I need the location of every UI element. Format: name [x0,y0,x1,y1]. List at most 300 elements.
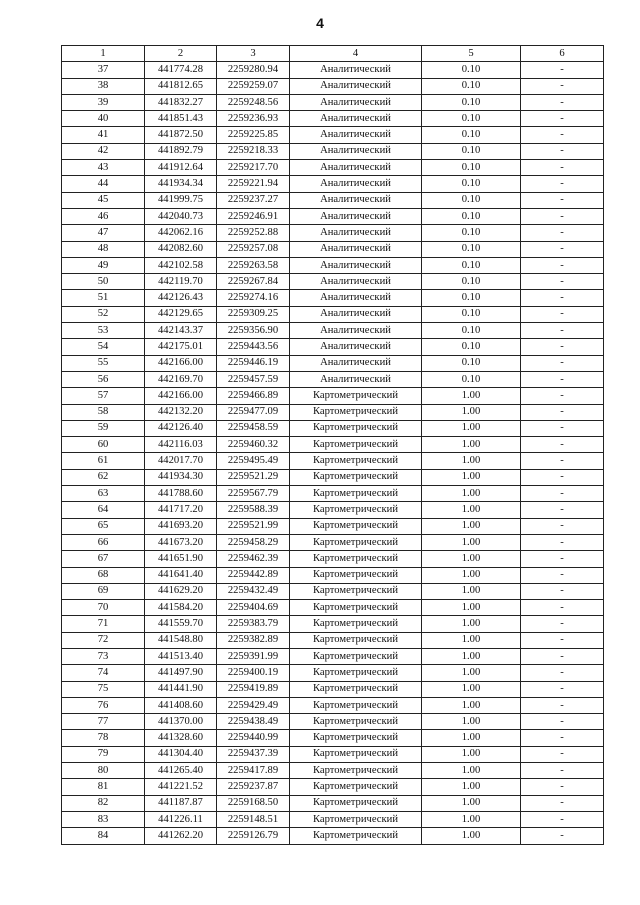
method-cell: Картометрический [290,632,422,648]
accuracy-cell: 1.00 [422,681,521,697]
x-coordinate-cell: 441262.20 [145,828,217,844]
table-row [62,78,604,94]
x-coordinate-cell: 441912.64 [145,160,217,176]
point-number-cell: 61 [62,453,145,469]
method-cell: Картометрический [290,420,422,436]
table-row [62,763,604,779]
table-row [62,502,604,518]
table-row [62,208,604,224]
table-row [62,779,604,795]
accuracy-cell: 1.00 [422,583,521,599]
note-cell: - [521,371,604,387]
method-cell: Аналитический [290,111,422,127]
y-coordinate-cell: 2259458.59 [217,420,290,436]
column-header: 1 [62,46,145,62]
accuracy-cell: 0.10 [422,143,521,159]
table-row [62,469,604,485]
method-cell: Картометрический [290,763,422,779]
table-row [62,257,604,273]
x-coordinate-cell: 441788.60 [145,486,217,502]
accuracy-cell: 1.00 [422,779,521,795]
y-coordinate-cell: 2259356.90 [217,323,290,339]
y-coordinate-cell: 2259237.27 [217,192,290,208]
x-coordinate-cell: 442129.65 [145,306,217,322]
table-row [62,551,604,567]
note-cell: - [521,714,604,730]
accuracy-cell: 1.00 [422,534,521,550]
note-cell: - [521,323,604,339]
accuracy-cell: 1.00 [422,746,521,762]
table-row [62,648,604,664]
point-number-cell: 46 [62,208,145,224]
table-row [62,306,604,322]
point-number-cell: 81 [62,779,145,795]
note-cell: - [521,746,604,762]
y-coordinate-cell: 2259419.89 [217,681,290,697]
accuracy-cell: 1.00 [422,697,521,713]
accuracy-cell: 1.00 [422,714,521,730]
note-cell: - [521,632,604,648]
accuracy-cell: 1.00 [422,616,521,632]
accuracy-cell: 0.10 [422,355,521,371]
y-coordinate-cell: 2259429.49 [217,697,290,713]
column-header: 6 [521,46,604,62]
table-row [62,420,604,436]
point-number-cell: 59 [62,420,145,436]
x-coordinate-cell: 442102.58 [145,257,217,273]
point-number-cell: 84 [62,828,145,844]
point-number-cell: 47 [62,225,145,241]
table-row [62,160,604,176]
y-coordinate-cell: 2259440.99 [217,730,290,746]
y-coordinate-cell: 2259236.93 [217,111,290,127]
column-header: 4 [290,46,422,62]
x-coordinate-cell: 441221.52 [145,779,217,795]
y-coordinate-cell: 2259382.89 [217,632,290,648]
point-number-cell: 56 [62,371,145,387]
table-row [62,567,604,583]
x-coordinate-cell: 441934.30 [145,469,217,485]
method-cell: Аналитический [290,371,422,387]
table-row [62,323,604,339]
table-row [62,355,604,371]
x-coordinate-cell: 442119.70 [145,274,217,290]
x-coordinate-cell: 441408.60 [145,697,217,713]
table-row [62,111,604,127]
y-coordinate-cell: 2259588.39 [217,502,290,518]
note-cell: - [521,111,604,127]
y-coordinate-cell: 2259218.33 [217,143,290,159]
table-row [62,371,604,387]
note-cell: - [521,567,604,583]
table-row [62,241,604,257]
accuracy-cell: 1.00 [422,437,521,453]
note-cell: - [521,241,604,257]
accuracy-cell: 1.00 [422,551,521,567]
accuracy-cell: 0.10 [422,208,521,224]
method-cell: Картометрический [290,746,422,762]
note-cell: - [521,502,604,518]
method-cell: Картометрический [290,795,422,811]
point-number-cell: 60 [62,437,145,453]
method-cell: Картометрический [290,714,422,730]
point-number-cell: 41 [62,127,145,143]
note-cell: - [521,208,604,224]
point-number-cell: 73 [62,648,145,664]
note-cell: - [521,127,604,143]
method-cell: Картометрический [290,779,422,795]
table-row [62,681,604,697]
point-number-cell: 79 [62,746,145,762]
accuracy-cell: 0.10 [422,339,521,355]
note-cell: - [521,290,604,306]
point-number-cell: 63 [62,486,145,502]
note-cell: - [521,583,604,599]
note-cell: - [521,469,604,485]
x-coordinate-cell: 442126.40 [145,420,217,436]
point-number-cell: 82 [62,795,145,811]
point-number-cell: 83 [62,811,145,827]
table-row [62,518,604,534]
note-cell: - [521,763,604,779]
y-coordinate-cell: 2259495.49 [217,453,290,469]
point-number-cell: 69 [62,583,145,599]
x-coordinate-cell: 441584.20 [145,600,217,616]
point-number-cell: 80 [62,763,145,779]
point-number-cell: 75 [62,681,145,697]
method-cell: Картометрический [290,502,422,518]
column-header: 2 [145,46,217,62]
accuracy-cell: 1.00 [422,648,521,664]
y-coordinate-cell: 2259477.09 [217,404,290,420]
y-coordinate-cell: 2259274.16 [217,290,290,306]
accuracy-cell: 1.00 [422,469,521,485]
y-coordinate-cell: 2259383.79 [217,616,290,632]
y-coordinate-cell: 2259280.94 [217,62,290,78]
x-coordinate-cell: 441872.50 [145,127,217,143]
y-coordinate-cell: 2259432.49 [217,583,290,599]
method-cell: Картометрический [290,811,422,827]
method-cell: Картометрический [290,469,422,485]
y-coordinate-cell: 2259446.19 [217,355,290,371]
x-coordinate-cell: 441559.70 [145,616,217,632]
point-number-cell: 66 [62,534,145,550]
point-number-cell: 57 [62,388,145,404]
note-cell: - [521,78,604,94]
y-coordinate-cell: 2259521.29 [217,469,290,485]
method-cell: Картометрический [290,388,422,404]
point-number-cell: 51 [62,290,145,306]
note-cell: - [521,306,604,322]
method-cell: Аналитический [290,225,422,241]
x-coordinate-cell: 442143.37 [145,323,217,339]
method-cell: Картометрический [290,600,422,616]
method-cell: Картометрический [290,665,422,681]
point-number-cell: 42 [62,143,145,159]
accuracy-cell: 1.00 [422,420,521,436]
coordinates-table [61,45,604,845]
x-coordinate-cell: 441774.28 [145,62,217,78]
y-coordinate-cell: 2259168.50 [217,795,290,811]
x-coordinate-cell: 442126.43 [145,290,217,306]
point-number-cell: 52 [62,306,145,322]
accuracy-cell: 1.00 [422,811,521,827]
method-cell: Аналитический [290,62,422,78]
x-coordinate-cell: 441693.20 [145,518,217,534]
table-row [62,94,604,110]
note-cell: - [521,257,604,273]
y-coordinate-cell: 2259221.94 [217,176,290,192]
y-coordinate-cell: 2259438.49 [217,714,290,730]
column-header: 3 [217,46,290,62]
accuracy-cell: 0.10 [422,225,521,241]
table-row [62,795,604,811]
table-row [62,274,604,290]
point-number-cell: 70 [62,600,145,616]
table-row [62,600,604,616]
method-cell: Картометрический [290,681,422,697]
accuracy-cell: 1.00 [422,600,521,616]
table-row [62,811,604,827]
method-cell: Аналитический [290,339,422,355]
accuracy-cell: 1.00 [422,453,521,469]
table-row [62,632,604,648]
note-cell: - [521,486,604,502]
point-number-cell: 78 [62,730,145,746]
table-body [62,62,604,844]
accuracy-cell: 1.00 [422,665,521,681]
method-cell: Картометрический [290,648,422,664]
point-number-cell: 72 [62,632,145,648]
y-coordinate-cell: 2259458.29 [217,534,290,550]
table-row [62,388,604,404]
table-row [62,127,604,143]
method-cell: Картометрический [290,518,422,534]
y-coordinate-cell: 2259148.51 [217,811,290,827]
table-row [62,176,604,192]
x-coordinate-cell: 441187.87 [145,795,217,811]
x-coordinate-cell: 441265.40 [145,763,217,779]
method-cell: Аналитический [290,192,422,208]
header-row [62,46,604,62]
x-coordinate-cell: 441304.40 [145,746,217,762]
x-coordinate-cell: 441934.34 [145,176,217,192]
y-coordinate-cell: 2259417.89 [217,763,290,779]
y-coordinate-cell: 2259237.87 [217,779,290,795]
x-coordinate-cell: 441832.27 [145,94,217,110]
table-row [62,697,604,713]
method-cell: Аналитический [290,241,422,257]
point-number-cell: 68 [62,567,145,583]
point-number-cell: 53 [62,323,145,339]
note-cell: - [521,551,604,567]
note-cell: - [521,648,604,664]
point-number-cell: 48 [62,241,145,257]
x-coordinate-cell: 441441.90 [145,681,217,697]
table-row [62,583,604,599]
note-cell: - [521,192,604,208]
note-cell: - [521,730,604,746]
note-cell: - [521,600,604,616]
note-cell: - [521,681,604,697]
method-cell: Аналитический [290,355,422,371]
note-cell: - [521,62,604,78]
note-cell: - [521,437,604,453]
note-cell: - [521,811,604,827]
table-row [62,730,604,746]
x-coordinate-cell: 441328.60 [145,730,217,746]
table-row [62,665,604,681]
method-cell: Аналитический [290,78,422,94]
point-number-cell: 38 [62,78,145,94]
y-coordinate-cell: 2259259.07 [217,78,290,94]
y-coordinate-cell: 2259252.88 [217,225,290,241]
accuracy-cell: 0.10 [422,160,521,176]
note-cell: - [521,355,604,371]
x-coordinate-cell: 441513.40 [145,648,217,664]
note-cell: - [521,420,604,436]
table-row [62,143,604,159]
accuracy-cell: 1.00 [422,502,521,518]
x-coordinate-cell: 442169.70 [145,371,217,387]
y-coordinate-cell: 2259217.70 [217,160,290,176]
y-coordinate-cell: 2259309.25 [217,306,290,322]
table-row [62,486,604,502]
y-coordinate-cell: 2259257.08 [217,241,290,257]
y-coordinate-cell: 2259442.89 [217,567,290,583]
accuracy-cell: 0.10 [422,78,521,94]
method-cell: Аналитический [290,94,422,110]
note-cell: - [521,143,604,159]
y-coordinate-cell: 2259443.56 [217,339,290,355]
method-cell: Аналитический [290,274,422,290]
table-row [62,616,604,632]
table-row [62,404,604,420]
y-coordinate-cell: 2259567.79 [217,486,290,502]
page-number: 4 [316,15,324,31]
table-row [62,714,604,730]
point-number-cell: 55 [62,355,145,371]
x-coordinate-cell: 442175.01 [145,339,217,355]
accuracy-cell: 0.10 [422,111,521,127]
y-coordinate-cell: 2259391.99 [217,648,290,664]
point-number-cell: 44 [62,176,145,192]
point-number-cell: 37 [62,62,145,78]
table-row [62,746,604,762]
table-row [62,192,604,208]
method-cell: Картометрический [290,730,422,746]
method-cell: Картометрический [290,534,422,550]
method-cell: Аналитический [290,208,422,224]
method-cell: Картометрический [290,551,422,567]
y-coordinate-cell: 2259267.84 [217,274,290,290]
x-coordinate-cell: 441226.11 [145,811,217,827]
accuracy-cell: 0.10 [422,94,521,110]
accuracy-cell: 1.00 [422,828,521,844]
point-number-cell: 54 [62,339,145,355]
method-cell: Аналитический [290,176,422,192]
x-coordinate-cell: 441851.43 [145,111,217,127]
note-cell: - [521,697,604,713]
method-cell: Аналитический [290,257,422,273]
accuracy-cell: 1.00 [422,632,521,648]
table-row [62,453,604,469]
note-cell: - [521,94,604,110]
x-coordinate-cell: 441717.20 [145,502,217,518]
method-cell: Аналитический [290,323,422,339]
point-number-cell: 40 [62,111,145,127]
x-coordinate-cell: 442166.00 [145,388,217,404]
table-row [62,534,604,550]
table-row [62,290,604,306]
accuracy-cell: 1.00 [422,388,521,404]
x-coordinate-cell: 442116.03 [145,437,217,453]
accuracy-cell: 0.10 [422,257,521,273]
method-cell: Картометрический [290,486,422,502]
point-number-cell: 39 [62,94,145,110]
accuracy-cell: 0.10 [422,290,521,306]
accuracy-cell: 0.10 [422,323,521,339]
point-number-cell: 50 [62,274,145,290]
x-coordinate-cell: 441370.00 [145,714,217,730]
note-cell: - [521,518,604,534]
accuracy-cell: 0.10 [422,274,521,290]
note-cell: - [521,453,604,469]
accuracy-cell: 0.10 [422,192,521,208]
point-number-cell: 71 [62,616,145,632]
method-cell: Аналитический [290,160,422,176]
table-row [62,339,604,355]
method-cell: Аналитический [290,127,422,143]
accuracy-cell: 1.00 [422,518,521,534]
method-cell: Аналитический [290,143,422,159]
point-number-cell: 65 [62,518,145,534]
accuracy-cell: 1.00 [422,730,521,746]
x-coordinate-cell: 442017.70 [145,453,217,469]
x-coordinate-cell: 441673.20 [145,534,217,550]
x-coordinate-cell: 441651.90 [145,551,217,567]
method-cell: Картометрический [290,404,422,420]
x-coordinate-cell: 441497.90 [145,665,217,681]
point-number-cell: 58 [62,404,145,420]
accuracy-cell: 1.00 [422,567,521,583]
x-coordinate-cell: 441641.40 [145,567,217,583]
y-coordinate-cell: 2259263.58 [217,257,290,273]
accuracy-cell: 0.10 [422,127,521,143]
y-coordinate-cell: 2259460.32 [217,437,290,453]
y-coordinate-cell: 2259437.39 [217,746,290,762]
note-cell: - [521,225,604,241]
note-cell: - [521,274,604,290]
x-coordinate-cell: 441548.80 [145,632,217,648]
method-cell: Картометрический [290,567,422,583]
method-cell: Картометрический [290,697,422,713]
method-cell: Картометрический [290,453,422,469]
accuracy-cell: 1.00 [422,795,521,811]
method-cell: Картометрический [290,616,422,632]
note-cell: - [521,779,604,795]
note-cell: - [521,176,604,192]
y-coordinate-cell: 2259225.85 [217,127,290,143]
method-cell: Картометрический [290,828,422,844]
accuracy-cell: 1.00 [422,404,521,420]
y-coordinate-cell: 2259466.89 [217,388,290,404]
y-coordinate-cell: 2259457.59 [217,371,290,387]
note-cell: - [521,339,604,355]
y-coordinate-cell: 2259462.39 [217,551,290,567]
method-cell: Аналитический [290,290,422,306]
x-coordinate-cell: 442082.60 [145,241,217,257]
